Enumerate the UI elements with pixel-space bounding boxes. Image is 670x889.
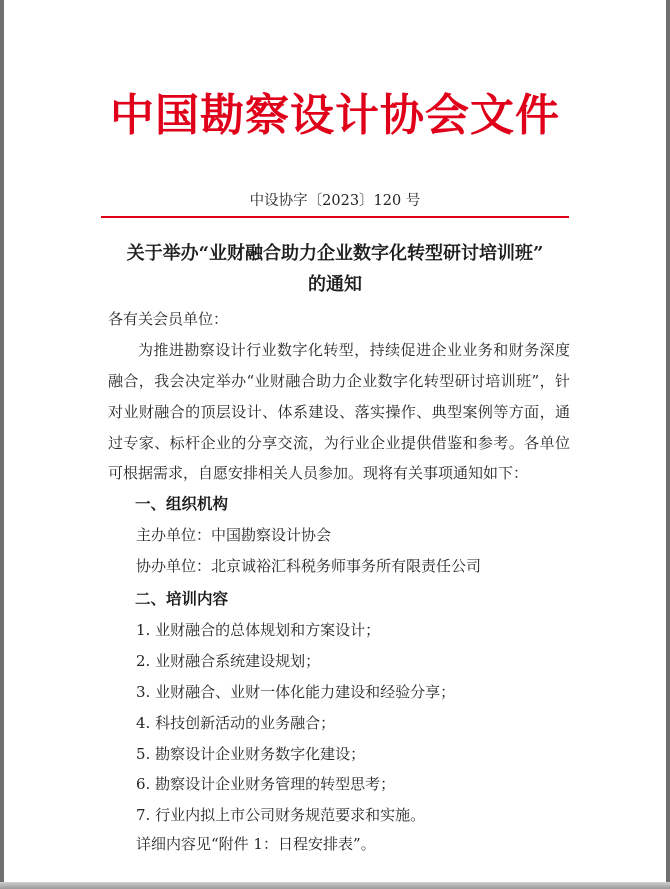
intro-line: 对业财融合的顶层设计、体系建设、落实操作、典型案例等方面，通: [108, 403, 570, 421]
list-item: 6. 勘察设计企业财务管理的转型思考；: [136, 775, 396, 793]
attachment-note: 详细内容见“附件 1：日程安排表”。: [136, 835, 376, 853]
co-organizer: 协办单位：北京诚裕汇科税务师事务所有限责任公司: [136, 557, 482, 575]
list-item: 3. 业财融合、业财一体化能力建设和经验分享；: [136, 683, 456, 701]
intro-line: 为推进勘察设计行业数字化转型，持续促进企业业务和财务深度: [138, 341, 570, 359]
intro-line: 融合，我会决定举办“业财融合助力企业数字化转型研讨培训班”，针: [108, 372, 570, 390]
salutation: 各有关会员单位：: [108, 310, 229, 328]
notice-title-line-2: 的通知: [308, 274, 362, 295]
section-heading-organization: 一、组织机构: [135, 494, 229, 513]
list-item: 5. 勘察设计企业财务数字化建设；: [136, 745, 366, 763]
intro-line: 可根据需求，自愿安排相关人员参加。现将有关事项通知如下：: [108, 464, 529, 482]
page-edge-bottom: [0, 882, 670, 889]
list-item: 2. 业财融合系统建设规划；: [136, 652, 321, 670]
notice-title-line-1: 关于举办“业财融合助力企业数字化转型研讨培训班”: [126, 243, 544, 264]
list-item: 4. 科技创新活动的业务融合；: [136, 714, 336, 732]
masthead-divider: [101, 216, 569, 218]
masthead-title: 中国勘察设计协会文件: [110, 90, 560, 141]
intro-line: 过专家、标杆企业的分享交流，为行业企业提供借鉴和参考。各单位: [108, 434, 570, 452]
document-number: 中设协字〔2023〕120 号: [249, 193, 421, 209]
section-heading-training-content: 二、培训内容: [135, 589, 229, 608]
list-item: 1. 业财融合的总体规划和方案设计；: [136, 621, 381, 639]
list-item: 7. 行业内拟上市公司财务规范要求和实施。: [136, 806, 426, 824]
host-organizer: 主办单位：中国勘察设计协会: [136, 526, 332, 544]
